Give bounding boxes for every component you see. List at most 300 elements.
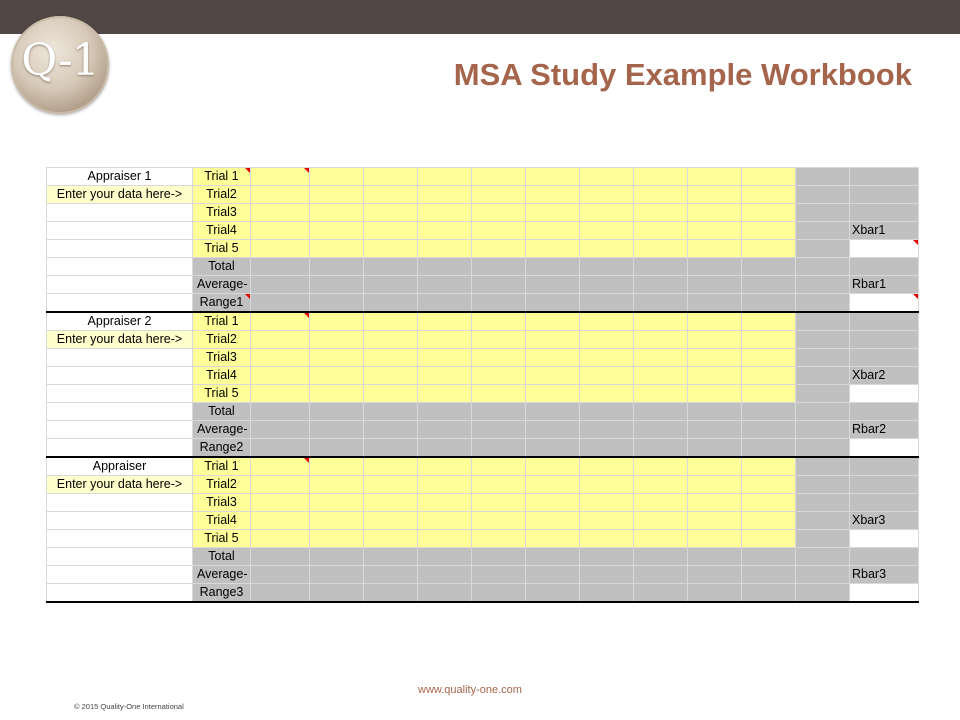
data-entry-cell[interactable] — [472, 168, 526, 186]
rbar-label: Rbar2 — [850, 421, 919, 439]
data-entry-cell[interactable] — [364, 512, 418, 530]
blank-cell — [47, 512, 193, 530]
blank-cell — [47, 385, 193, 403]
data-entry-cell[interactable] — [251, 168, 310, 186]
computed-cell — [418, 584, 472, 603]
data-entry-cell[interactable] — [688, 457, 742, 476]
blank-cell — [47, 548, 193, 566]
computed-cell — [526, 548, 580, 566]
blank-cell — [47, 294, 193, 313]
computed-cell — [742, 421, 796, 439]
computed-cell — [526, 439, 580, 458]
data-entry-cell[interactable] — [688, 186, 742, 204]
data-entry-cell[interactable] — [688, 367, 742, 385]
data-entry-cell[interactable] — [580, 494, 634, 512]
data-entry-cell[interactable] — [418, 476, 472, 494]
data-entry-cell[interactable] — [742, 349, 796, 367]
summary-cell — [850, 331, 919, 349]
computed-cell — [580, 403, 634, 421]
data-entry-cell[interactable] — [526, 349, 580, 367]
data-entry-cell[interactable] — [251, 457, 310, 476]
data-entry-cell[interactable] — [364, 494, 418, 512]
table-row — [47, 566, 919, 584]
data-entry-cell[interactable] — [742, 476, 796, 494]
row-label-average: Average- — [193, 276, 251, 294]
data-entry-cell[interactable] — [310, 494, 364, 512]
data-entry-cell[interactable] — [472, 530, 526, 548]
data-entry-cell[interactable] — [364, 240, 418, 258]
computed-cell — [418, 566, 472, 584]
data-entry-cell[interactable] — [418, 494, 472, 512]
data-entry-cell[interactable] — [364, 331, 418, 349]
computed-cell — [251, 403, 310, 421]
data-entry-cell[interactable] — [310, 367, 364, 385]
data-entry-cell[interactable] — [472, 331, 526, 349]
computed-cell — [634, 294, 688, 313]
data-entry-cell[interactable] — [742, 168, 796, 186]
msa-worksheet — [46, 167, 919, 603]
computed-cell — [526, 421, 580, 439]
table-row — [47, 276, 919, 294]
result-cell — [796, 222, 850, 240]
row-label-trial4: Trial4 — [193, 512, 251, 530]
data-entry-cell[interactable] — [418, 331, 472, 349]
result-cell — [796, 258, 850, 276]
data-entry-cell[interactable] — [472, 385, 526, 403]
computed-cell — [310, 548, 364, 566]
computed-cell — [634, 421, 688, 439]
blank-cell — [47, 494, 193, 512]
computed-cell — [688, 258, 742, 276]
data-entry-cell[interactable] — [580, 512, 634, 530]
result-cell — [796, 204, 850, 222]
data-entry-cell[interactable] — [580, 204, 634, 222]
result-cell — [796, 240, 850, 258]
computed-cell — [310, 403, 364, 421]
table-row — [47, 258, 919, 276]
result-cell — [796, 512, 850, 530]
computed-cell — [310, 439, 364, 458]
data-entry-cell[interactable] — [472, 222, 526, 240]
computed-cell — [364, 439, 418, 458]
appraiser-label: Appraiser — [47, 457, 193, 476]
data-entry-cell[interactable] — [418, 349, 472, 367]
data-entry-cell[interactable] — [472, 349, 526, 367]
data-entry-cell[interactable] — [688, 168, 742, 186]
row-label-trial1: Trial 1 — [193, 168, 251, 186]
data-entry-cell[interactable] — [634, 186, 688, 204]
data-entry-cell[interactable] — [580, 530, 634, 548]
computed-cell — [634, 566, 688, 584]
data-entry-cell[interactable] — [251, 530, 310, 548]
table-row — [47, 584, 919, 603]
row-label-range: Range2 — [193, 439, 251, 458]
data-entry-cell[interactable] — [580, 168, 634, 186]
data-entry-cell[interactable] — [688, 530, 742, 548]
data-entry-cell[interactable] — [688, 494, 742, 512]
data-entry-cell[interactable] — [742, 457, 796, 476]
computed-cell — [472, 258, 526, 276]
data-entry-cell[interactable] — [310, 530, 364, 548]
table-row — [47, 312, 919, 331]
data-entry-cell[interactable] — [742, 222, 796, 240]
computed-cell — [418, 294, 472, 313]
result-cell — [796, 457, 850, 476]
data-entry-cell[interactable] — [310, 222, 364, 240]
data-entry-cell[interactable] — [251, 222, 310, 240]
computed-cell — [364, 421, 418, 439]
data-entry-cell[interactable] — [634, 331, 688, 349]
summary-cell — [850, 312, 919, 331]
computed-cell — [364, 276, 418, 294]
computed-cell — [310, 566, 364, 584]
data-entry-cell[interactable] — [310, 385, 364, 403]
data-entry-cell[interactable] — [310, 349, 364, 367]
data-entry-cell[interactable] — [580, 240, 634, 258]
data-entry-cell[interactable] — [580, 349, 634, 367]
data-entry-cell[interactable] — [580, 331, 634, 349]
computed-cell — [364, 566, 418, 584]
top-bar — [0, 0, 960, 34]
data-entry-cell[interactable] — [472, 494, 526, 512]
computed-cell — [251, 548, 310, 566]
data-entry-cell[interactable] — [634, 367, 688, 385]
data-entry-cell[interactable] — [634, 512, 688, 530]
table-row — [47, 222, 919, 240]
data-entry-cell[interactable] — [526, 331, 580, 349]
data-entry-cell[interactable] — [418, 457, 472, 476]
data-entry-cell[interactable] — [310, 331, 364, 349]
computed-cell — [742, 276, 796, 294]
data-entry-cell[interactable] — [688, 204, 742, 222]
computed-cell — [742, 258, 796, 276]
result-cell — [796, 349, 850, 367]
data-entry-cell[interactable] — [310, 204, 364, 222]
data-entry-cell[interactable] — [688, 240, 742, 258]
result-cell — [796, 548, 850, 566]
row-label-trial1: Trial 1 — [193, 457, 251, 476]
data-entry-cell[interactable] — [526, 385, 580, 403]
data-entry-cell[interactable] — [526, 186, 580, 204]
data-entry-cell[interactable] — [526, 168, 580, 186]
data-entry-cell[interactable] — [251, 512, 310, 530]
computed-cell — [526, 403, 580, 421]
summary-cell — [850, 258, 919, 276]
data-entry-cell[interactable] — [418, 385, 472, 403]
data-entry-cell[interactable] — [634, 457, 688, 476]
row-label-total: Total — [193, 548, 251, 566]
data-entry-cell[interactable] — [364, 312, 418, 331]
data-entry-cell[interactable] — [364, 385, 418, 403]
logo-text: Q-1 — [21, 35, 99, 86]
result-cell — [796, 385, 850, 403]
result-cell — [796, 331, 850, 349]
data-entry-cell[interactable] — [418, 530, 472, 548]
data-entry-cell[interactable] — [251, 186, 310, 204]
blank-cell — [47, 439, 193, 458]
computed-cell — [418, 439, 472, 458]
comment-indicator-icon[interactable] — [913, 240, 918, 245]
computed-cell — [580, 584, 634, 603]
data-entry-cell[interactable] — [688, 385, 742, 403]
result-cell — [796, 476, 850, 494]
data-entry-cell[interactable] — [251, 494, 310, 512]
row-label-total: Total — [193, 258, 251, 276]
computed-cell — [526, 294, 580, 313]
data-entry-cell[interactable] — [742, 240, 796, 258]
data-entry-cell[interactable] — [742, 312, 796, 331]
computed-cell — [526, 566, 580, 584]
computed-cell — [251, 276, 310, 294]
data-entry-cell[interactable] — [580, 312, 634, 331]
data-entry-cell[interactable] — [472, 476, 526, 494]
data-entry-cell[interactable] — [418, 222, 472, 240]
data-entry-cell[interactable] — [526, 204, 580, 222]
computed-cell — [418, 276, 472, 294]
page-title: MSA Study Example Workbook — [453, 57, 912, 92]
data-entry-cell[interactable] — [418, 168, 472, 186]
data-entry-cell[interactable] — [742, 186, 796, 204]
data-entry-cell[interactable] — [472, 312, 526, 331]
comment-indicator-icon[interactable] — [913, 294, 918, 299]
data-entry-cell[interactable] — [472, 204, 526, 222]
computed-cell — [634, 584, 688, 603]
result-cell — [796, 294, 850, 313]
computed-cell — [742, 584, 796, 603]
data-entry-cell[interactable] — [580, 186, 634, 204]
data-entry-cell[interactable] — [688, 349, 742, 367]
computed-cell — [310, 584, 364, 603]
data-entry-cell[interactable] — [742, 385, 796, 403]
data-entry-cell[interactable] — [418, 186, 472, 204]
data-entry-cell[interactable] — [418, 240, 472, 258]
blank-cell — [47, 584, 193, 603]
data-entry-cell[interactable] — [580, 222, 634, 240]
computed-cell — [251, 258, 310, 276]
computed-cell — [580, 421, 634, 439]
data-entry-cell[interactable] — [418, 512, 472, 530]
computed-cell — [688, 439, 742, 458]
data-entry-cell[interactable] — [742, 512, 796, 530]
data-entry-cell[interactable] — [251, 349, 310, 367]
table-row — [47, 457, 919, 476]
appraiser-label: Appraiser 1 — [47, 168, 193, 186]
data-entry-cell[interactable] — [580, 476, 634, 494]
computed-cell — [688, 421, 742, 439]
table-row — [47, 530, 919, 548]
data-entry-cell[interactable] — [364, 186, 418, 204]
quality-one-logo — [11, 16, 109, 114]
data-entry-cell[interactable] — [310, 240, 364, 258]
computed-cell — [251, 421, 310, 439]
data-entry-cell[interactable] — [310, 186, 364, 204]
data-entry-cell[interactable] — [472, 457, 526, 476]
data-entry-cell[interactable] — [580, 385, 634, 403]
data-entry-cell[interactable] — [634, 222, 688, 240]
computed-cell — [742, 548, 796, 566]
data-entry-cell[interactable] — [742, 494, 796, 512]
data-entry-cell[interactable] — [634, 168, 688, 186]
entry-instruction: Enter your data here-> — [47, 331, 193, 349]
comment-indicator-icon[interactable] — [245, 294, 250, 299]
appraiser-label: Appraiser 2 — [47, 312, 193, 331]
computed-cell — [634, 403, 688, 421]
row-label-trial3: Trial3 — [193, 204, 251, 222]
data-entry-cell[interactable] — [472, 367, 526, 385]
footer-url: www.quality-one.com — [418, 684, 522, 696]
data-entry-cell[interactable] — [742, 331, 796, 349]
data-entry-cell[interactable] — [742, 530, 796, 548]
computed-cell — [742, 439, 796, 458]
rbar-label: Rbar3 — [850, 566, 919, 584]
computed-cell — [634, 276, 688, 294]
table-row — [47, 168, 919, 186]
xbar-label: Xbar3 — [850, 512, 919, 530]
data-entry-cell[interactable] — [472, 512, 526, 530]
data-entry-cell[interactable] — [526, 530, 580, 548]
table-row — [47, 349, 919, 367]
data-entry-cell[interactable] — [310, 512, 364, 530]
data-entry-cell[interactable] — [634, 312, 688, 331]
computed-cell — [634, 548, 688, 566]
data-entry-cell[interactable] — [418, 367, 472, 385]
data-entry-cell[interactable] — [634, 385, 688, 403]
entry-instruction: Enter your data here-> — [47, 186, 193, 204]
data-entry-cell[interactable] — [364, 530, 418, 548]
summary-cell — [850, 186, 919, 204]
computed-cell — [580, 276, 634, 294]
data-entry-cell[interactable] — [310, 312, 364, 331]
data-entry-cell[interactable] — [742, 204, 796, 222]
data-entry-cell[interactable] — [364, 457, 418, 476]
entry-instruction: Enter your data here-> — [47, 476, 193, 494]
data-entry-cell[interactable] — [526, 367, 580, 385]
data-entry-cell[interactable] — [251, 331, 310, 349]
data-entry-cell[interactable] — [251, 476, 310, 494]
computed-cell — [418, 258, 472, 276]
data-entry-cell[interactable] — [418, 204, 472, 222]
data-entry-cell[interactable] — [634, 494, 688, 512]
data-entry-cell[interactable] — [251, 240, 310, 258]
data-entry-cell[interactable] — [251, 204, 310, 222]
data-entry-cell[interactable] — [634, 240, 688, 258]
data-entry-cell[interactable] — [526, 457, 580, 476]
data-entry-cell[interactable] — [310, 457, 364, 476]
data-entry-cell[interactable] — [634, 530, 688, 548]
table-row — [47, 421, 919, 439]
row-label-trial1: Trial 1 — [193, 312, 251, 331]
result-cell — [796, 494, 850, 512]
comment-indicator-icon[interactable] — [304, 313, 309, 318]
data-entry-cell[interactable] — [526, 476, 580, 494]
data-entry-cell[interactable] — [526, 240, 580, 258]
computed-cell — [472, 566, 526, 584]
computed-cell — [688, 566, 742, 584]
table-row — [47, 512, 919, 530]
xbar-label: Xbar2 — [850, 367, 919, 385]
summary-cell — [850, 403, 919, 421]
table-row — [47, 439, 919, 458]
comment-indicator-icon[interactable] — [304, 168, 309, 173]
computed-cell — [364, 294, 418, 313]
summary-cell — [850, 168, 919, 186]
table-row — [47, 476, 919, 494]
data-entry-cell[interactable] — [688, 512, 742, 530]
table-row — [47, 548, 919, 566]
computed-cell — [472, 421, 526, 439]
result-cell — [796, 168, 850, 186]
data-entry-cell[interactable] — [364, 204, 418, 222]
computed-cell — [580, 548, 634, 566]
data-entry-cell[interactable] — [634, 476, 688, 494]
computed-cell — [364, 258, 418, 276]
data-entry-cell[interactable] — [526, 494, 580, 512]
row-label-trial2: Trial2 — [193, 331, 251, 349]
data-entry-cell[interactable] — [688, 222, 742, 240]
computed-cell — [580, 566, 634, 584]
data-entry-cell[interactable] — [688, 331, 742, 349]
data-entry-cell[interactable] — [251, 385, 310, 403]
data-entry-cell[interactable] — [634, 349, 688, 367]
blank-cell — [47, 222, 193, 240]
result-cell — [796, 403, 850, 421]
data-entry-cell[interactable] — [580, 457, 634, 476]
data-entry-cell[interactable] — [580, 367, 634, 385]
comment-indicator-icon[interactable] — [304, 458, 309, 463]
data-entry-cell[interactable] — [634, 204, 688, 222]
computed-cell — [742, 403, 796, 421]
data-entry-cell[interactable] — [472, 240, 526, 258]
result-cell — [796, 312, 850, 331]
summary-value-cell — [850, 530, 919, 548]
row-label-trial5: Trial 5 — [193, 385, 251, 403]
blank-cell — [47, 258, 193, 276]
data-entry-cell[interactable] — [742, 367, 796, 385]
data-entry-cell[interactable] — [364, 349, 418, 367]
data-entry-cell[interactable] — [526, 222, 580, 240]
data-entry-cell[interactable] — [526, 512, 580, 530]
blank-cell — [47, 421, 193, 439]
row-label-trial3: Trial3 — [193, 494, 251, 512]
computed-cell — [472, 548, 526, 566]
result-cell — [796, 186, 850, 204]
data-entry-cell[interactable] — [418, 312, 472, 331]
computed-cell — [580, 294, 634, 313]
computed-cell — [251, 439, 310, 458]
data-entry-cell[interactable] — [364, 168, 418, 186]
data-entry-cell[interactable] — [472, 186, 526, 204]
data-entry-cell[interactable] — [364, 222, 418, 240]
comment-indicator-icon[interactable] — [245, 168, 250, 173]
computed-cell — [688, 403, 742, 421]
computed-cell — [526, 584, 580, 603]
row-label-trial5: Trial 5 — [193, 530, 251, 548]
data-entry-cell[interactable] — [251, 367, 310, 385]
data-entry-cell[interactable] — [364, 367, 418, 385]
table-row — [47, 331, 919, 349]
data-entry-cell[interactable] — [688, 312, 742, 331]
data-entry-cell[interactable] — [688, 476, 742, 494]
result-cell — [796, 367, 850, 385]
data-entry-cell[interactable] — [526, 312, 580, 331]
data-entry-cell[interactable] — [310, 168, 364, 186]
computed-cell — [688, 294, 742, 313]
blank-cell — [47, 240, 193, 258]
result-cell — [796, 566, 850, 584]
data-entry-cell[interactable] — [310, 476, 364, 494]
data-entry-cell[interactable] — [251, 312, 310, 331]
data-entry-cell[interactable] — [364, 476, 418, 494]
